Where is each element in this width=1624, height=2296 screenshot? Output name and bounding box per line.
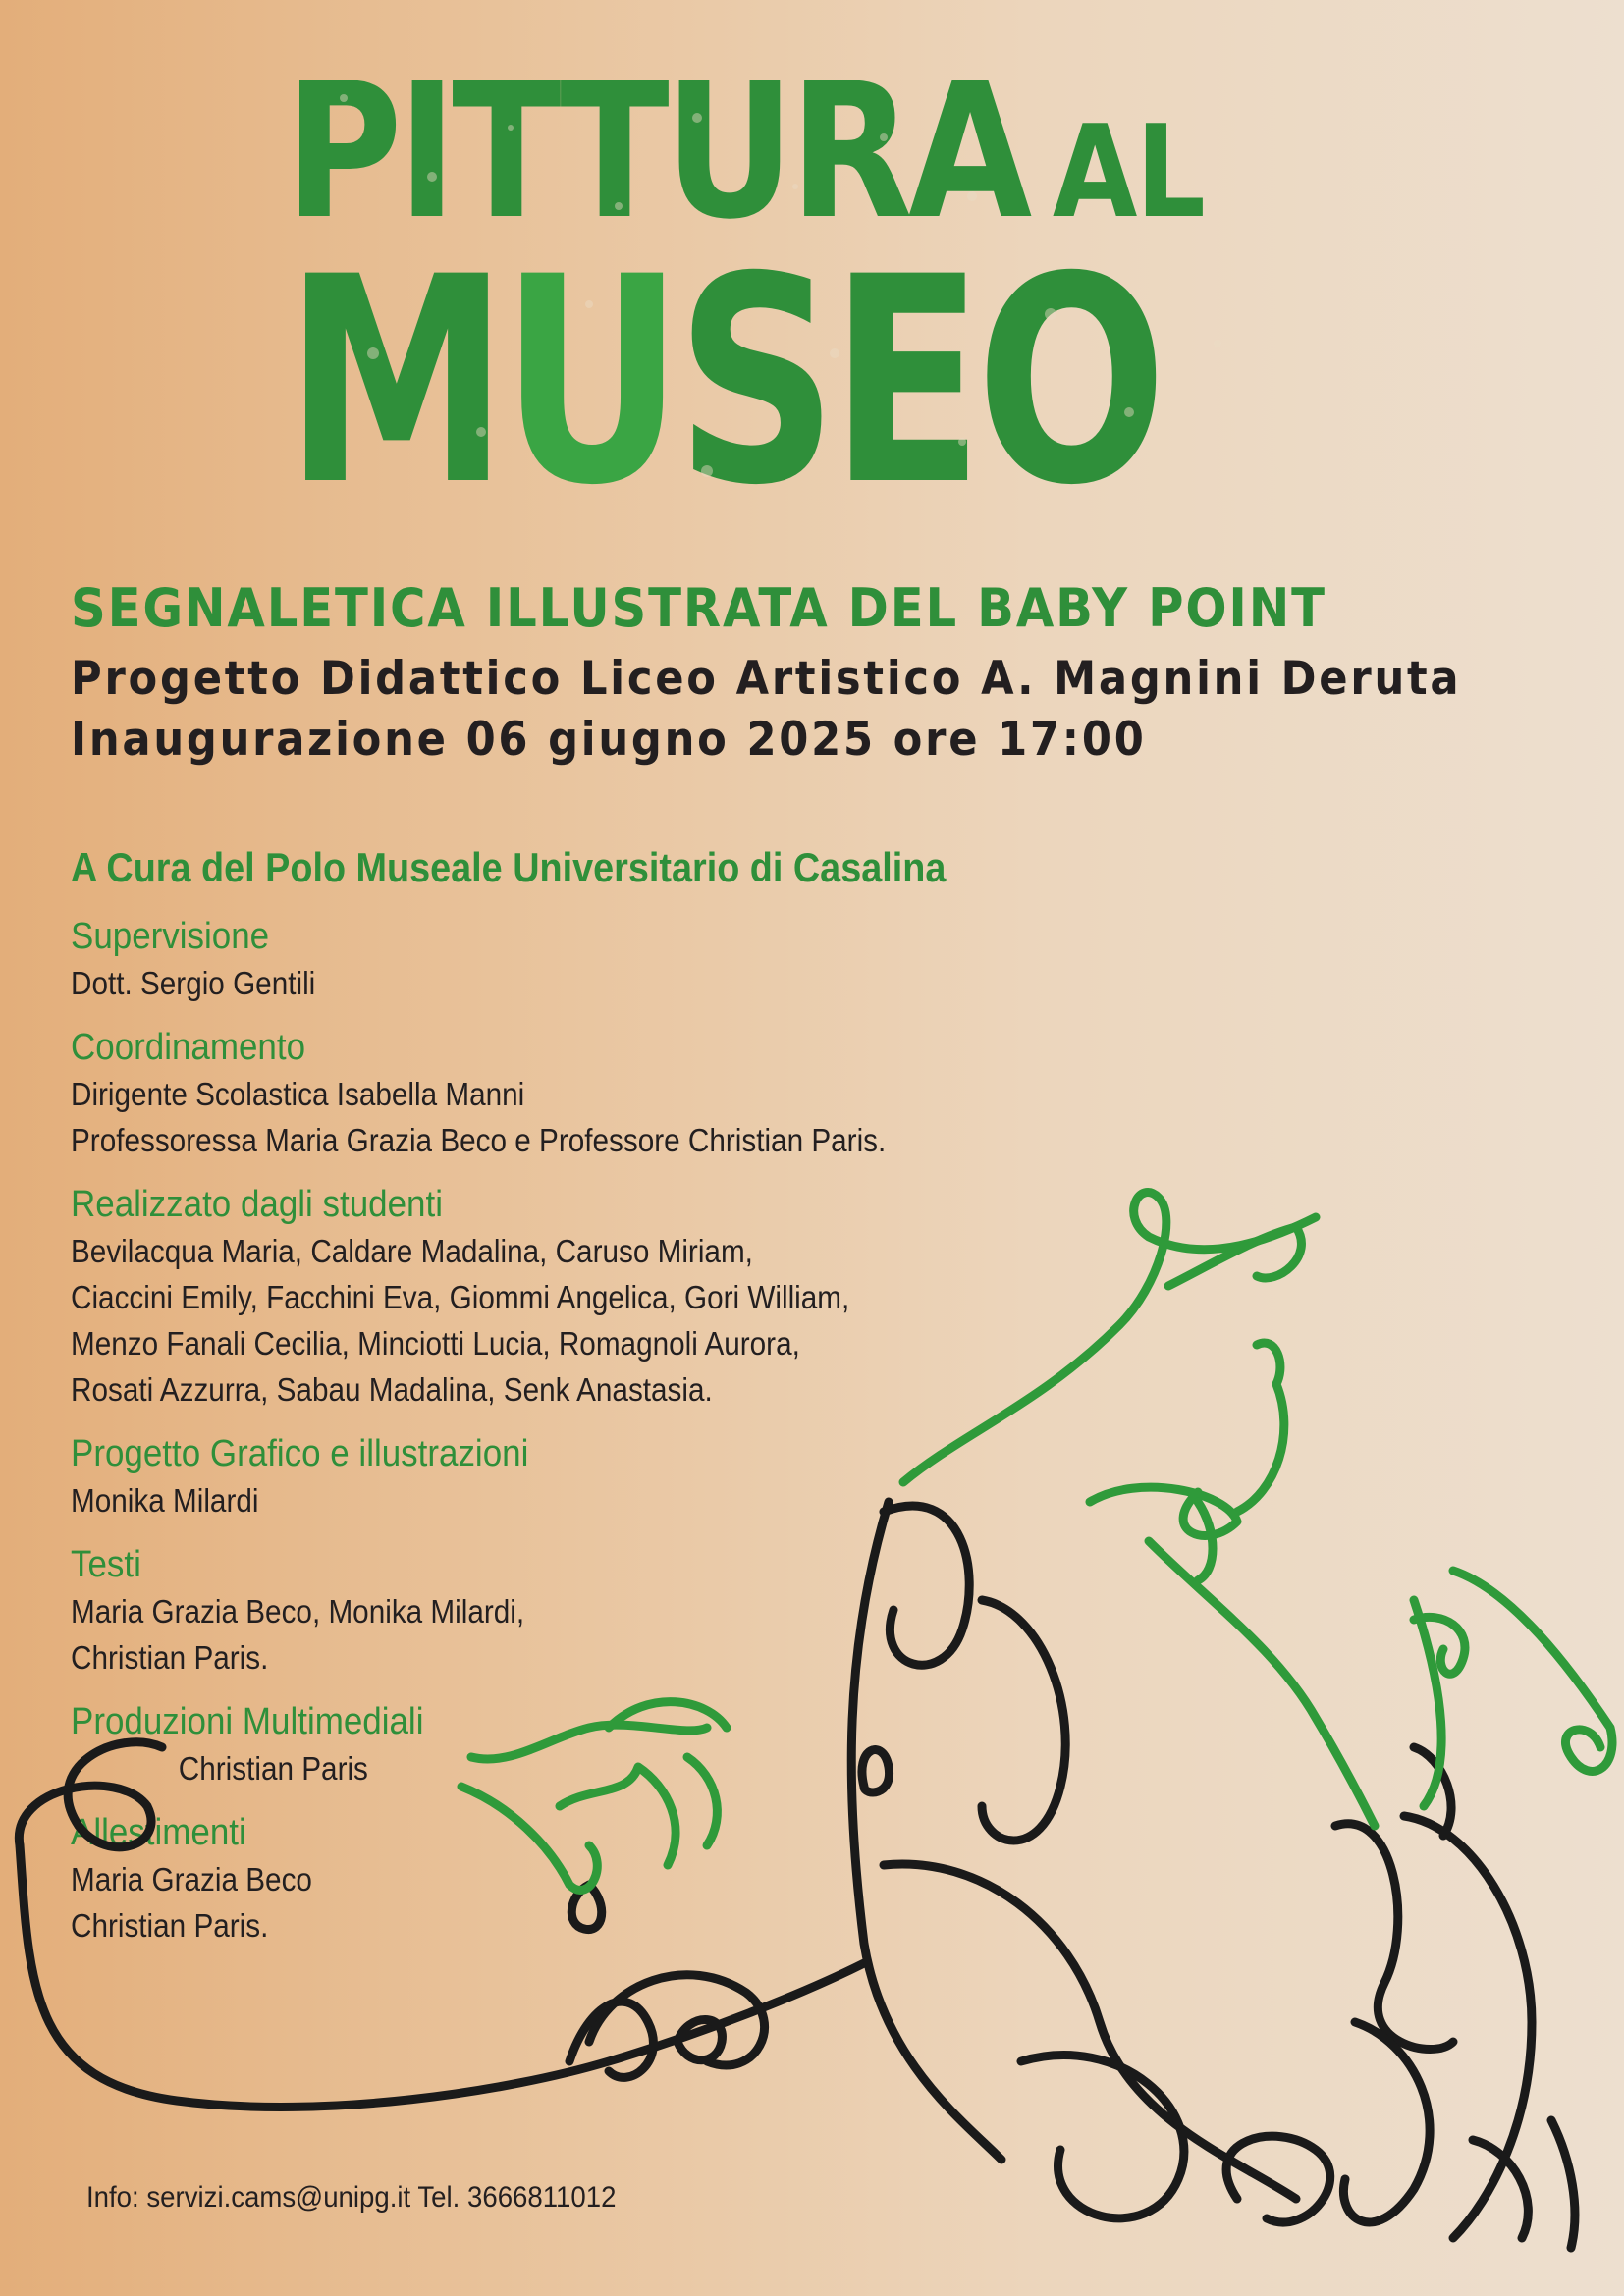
brush-texture-overlay bbox=[285, 59, 1365, 520]
section-line: Christian Paris. bbox=[71, 1907, 269, 1944]
section-heading: Supervisione bbox=[71, 916, 270, 957]
section-line: Monika Milardi bbox=[71, 1482, 259, 1519]
section-testi bbox=[71, 1541, 1053, 1681]
section-line: Maria Grazia Beco, Monika Milardi, bbox=[71, 1593, 525, 1629]
section-heading: Coordinamento bbox=[71, 1027, 306, 1068]
section-progetto-grafico bbox=[71, 1430, 1053, 1523]
section-line: Christian Paris bbox=[178, 1750, 368, 1787]
section-line: Professoressa Maria Grazia Beco e Professore Christian Paris. bbox=[71, 1122, 887, 1158]
section-line: Rosati Azzurra, Sabau Madalina, Senk Anastasia. bbox=[71, 1371, 713, 1408]
section-line: Maria Grazia Beco bbox=[71, 1861, 312, 1897]
section-coordinamento bbox=[71, 1024, 1053, 1163]
section-line: Dott. Sergio Gentili bbox=[71, 965, 316, 1001]
section-allestimenti bbox=[71, 1809, 1053, 1949]
title-letter-u: U bbox=[501, 217, 677, 548]
project-line: Progetto Didattico Liceo Artistico A. Magnini Deruta bbox=[71, 652, 1462, 706]
section-line: Ciaccini Emily, Facchini Eva, Giommi Angelica, Gori William, bbox=[71, 1279, 850, 1315]
section-studenti bbox=[71, 1181, 1053, 1413]
section-supervisione bbox=[71, 913, 1053, 1006]
poster-title bbox=[285, 43, 1365, 548]
footer-contact: Info: servizi.cams@unipg.it Tel. 3666811012 bbox=[86, 2181, 617, 2214]
section-line: Bevilacqua Maria, Caldare Madalina, Caruso Miriam, bbox=[71, 1233, 753, 1269]
section-heading: Testi bbox=[71, 1544, 141, 1585]
title-letter-m: M bbox=[285, 217, 502, 548]
subtitle: SEGNALETICA ILLUSTRATA DEL BABY POINT bbox=[71, 577, 1326, 639]
section-line: Menzo Fanali Cecilia, Minciotti Lucia, Romagnoli Aurora, bbox=[71, 1325, 800, 1362]
title-word-al: AL bbox=[1052, 97, 1205, 246]
section-heading: Produzioni Multimediali bbox=[71, 1701, 424, 1742]
section-line: Dirigente Scolastica Isabella Manni bbox=[71, 1076, 525, 1112]
credits-block bbox=[71, 844, 1053, 1966]
inauguration-line: Inaugurazione 06 giugno 2025 ore 17:00 bbox=[71, 713, 1147, 767]
section-heading: Realizzato dagli studenti bbox=[71, 1184, 443, 1225]
title-word-pittura: PITTURA bbox=[285, 43, 1028, 260]
section-heading: Allestimenti bbox=[71, 1812, 246, 1853]
title-letters-seo: SEO bbox=[676, 217, 1160, 548]
section-line: Christian Paris. bbox=[71, 1639, 269, 1676]
section-multimediali bbox=[71, 1698, 1053, 1791]
curator-line: A Cura del Polo Museale Universitario di Casalina bbox=[71, 844, 947, 890]
section-heading: Progetto Grafico e illustrazioni bbox=[71, 1433, 529, 1474]
